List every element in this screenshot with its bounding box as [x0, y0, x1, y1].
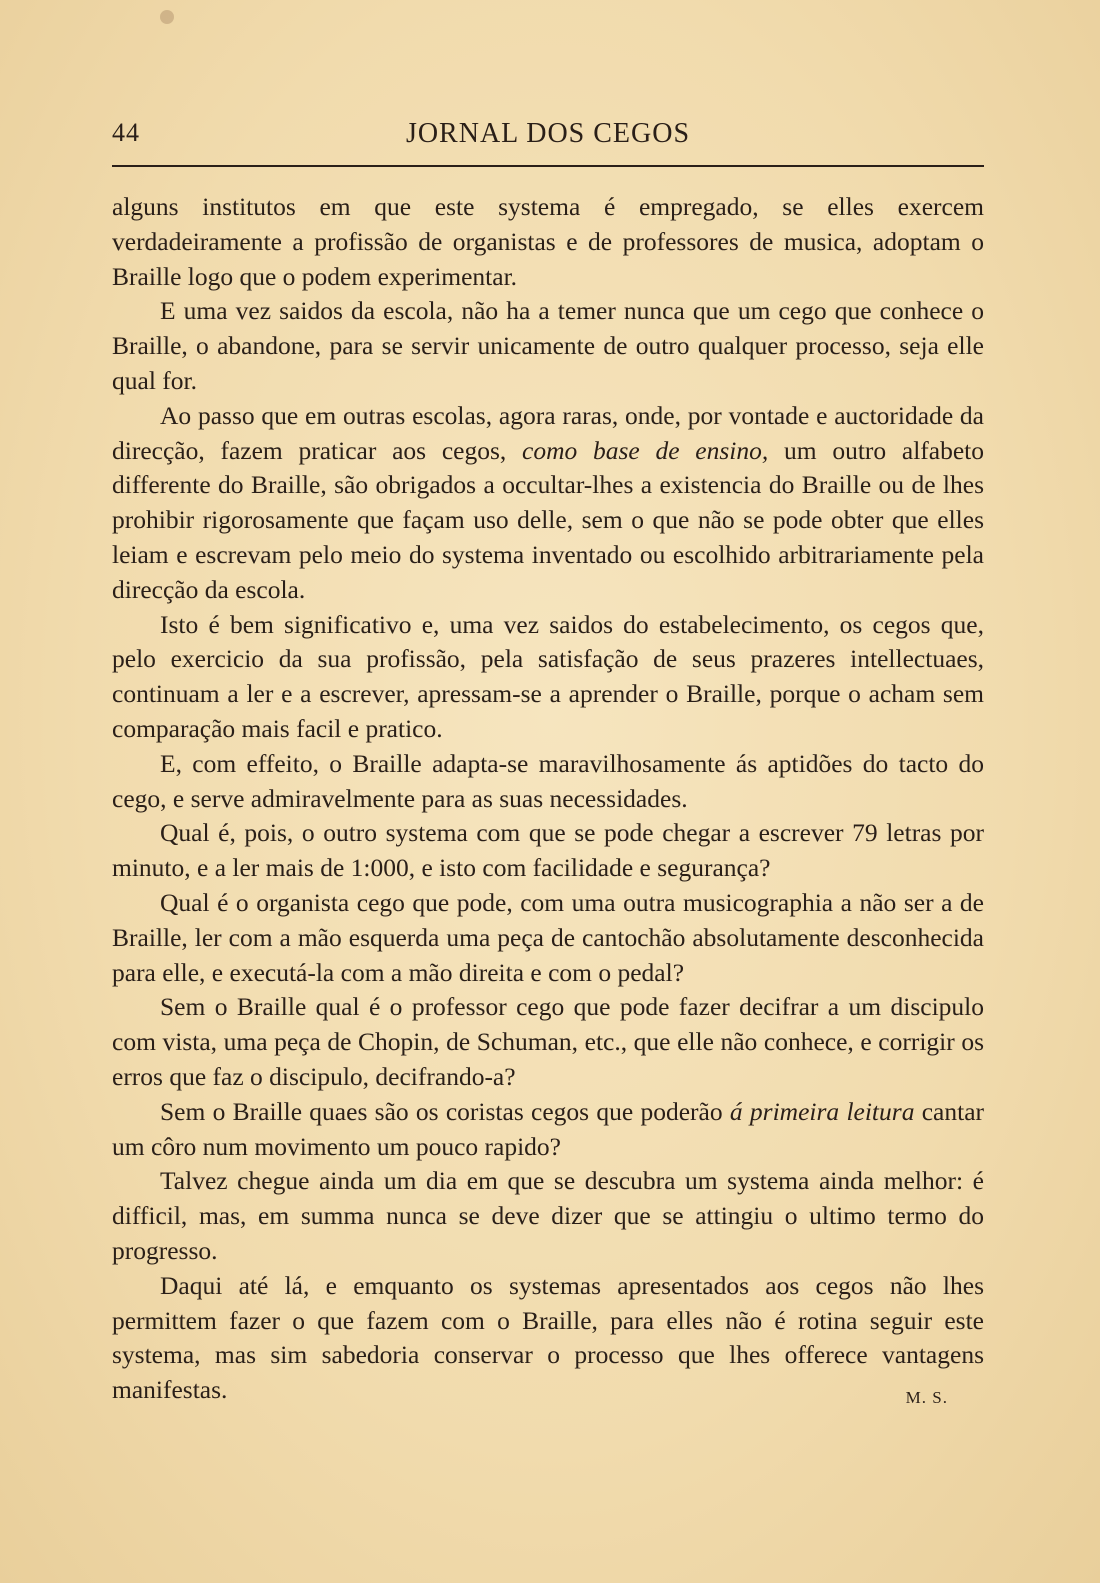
italic-phrase: á primeira leitura	[729, 1096, 915, 1126]
paragraph-text: cantar um côro num movimento um pouco rapido?	[112, 1096, 985, 1161]
article-body	[112, 190, 984, 1416]
paragraph	[112, 399, 984, 608]
italic-phrase: como base de ensino,	[522, 435, 769, 465]
paragraph-text: Daqui até lá, e emquanto os systemas apresentados aos cegos não lhes permittem fazer o que fazem com o Braille, para elles não é rotina seguir este systema, mas sim sabedoria conservar o processo que lhes offerece vantagens manifestas.	[112, 1270, 984, 1405]
paragraph	[112, 1095, 984, 1165]
paragraph: E, com effeito, o Braille adapta-se maravilhosamente ás aptidões do tacto do cego, e serve admiravelmente para as suas necessidades.	[112, 748, 984, 813]
paragraph: alguns institutos em que este systema é empregado, se elles exercem verdadeiramente a profissão de organistas e de professores de musica, adoptam o Braille logo que o podem experimentar.	[112, 192, 984, 291]
paragraph: Sem o Braille qual é o professor cego que pode fazer decifrar a um discipulo com vista, uma peça de Chopin, de Schuman, etc., que elle não conhece, e corrigir os erros que faz o discipulo, decifrando-a?	[112, 992, 984, 1091]
paragraph	[112, 1269, 984, 1408]
paragraph: Talvez chegue ainda um dia em que se descubra um systema ainda melhor: é difficil, mas, em summa nunca se deve dizer que se attingiu o ultimo termo do progresso.	[112, 1166, 984, 1265]
header-rule	[112, 165, 984, 167]
paragraph: Isto é bem significativo e, uma vez saidos do estabelecimento, os cegos que, pelo exercicio da sua profissão, pela satisfação de seus prazeres intellectuaes, continuam a ler e a escrever, apressam-se a aprender o Braille, porque o acham sem comparação mais facil e pratico.	[112, 609, 984, 743]
page-header	[112, 118, 984, 158]
paragraph: Qual é, pois, o outro systema com que se pode chegar a escrever 79 letras por minuto, e a ler mais de 1:000, e isto com facilidade e segurança?	[112, 818, 984, 883]
paragraph-text: Sem o Braille quaes são os coristas cegos que poderão	[160, 1096, 730, 1126]
running-title: JORNAL DOS CEGOS	[405, 118, 691, 149]
paper-stain	[160, 10, 174, 24]
paragraph-text: Ao passo que em outras escolas, agora raras, onde, por vontade e auctoridade da direcção, fazem praticar aos cegos,	[112, 400, 984, 465]
signature: M. S.	[905, 1388, 948, 1408]
paragraph-text: um outro alfabeto differente do Braille, são obrigados a occultar-lhes a existencia do Braille ou de lhes prohibir rigorosamente que façam uso delle, sem o que não se pode obter que elles leiam e escrevam pelo meio do systema inventado ou escolhido arbitrariamente pela direcção da escola.	[112, 435, 985, 604]
paragraph: Qual é o organista cego que pode, com uma outra musicographia a não ser a de Braille, ler com a mão esquerda uma peça de cantochão absolutamente desconhecida para elle, e executá-la com a mão direita e com o pedal?	[112, 887, 984, 987]
paragraph: E uma vez saidos da escola, não ha a temer nunca que um cego que conhece o Braille, o abandone, para se servir unicamente de outro qualquer processo, seja elle qual for.	[112, 296, 984, 395]
page-number: 44	[112, 118, 140, 147]
